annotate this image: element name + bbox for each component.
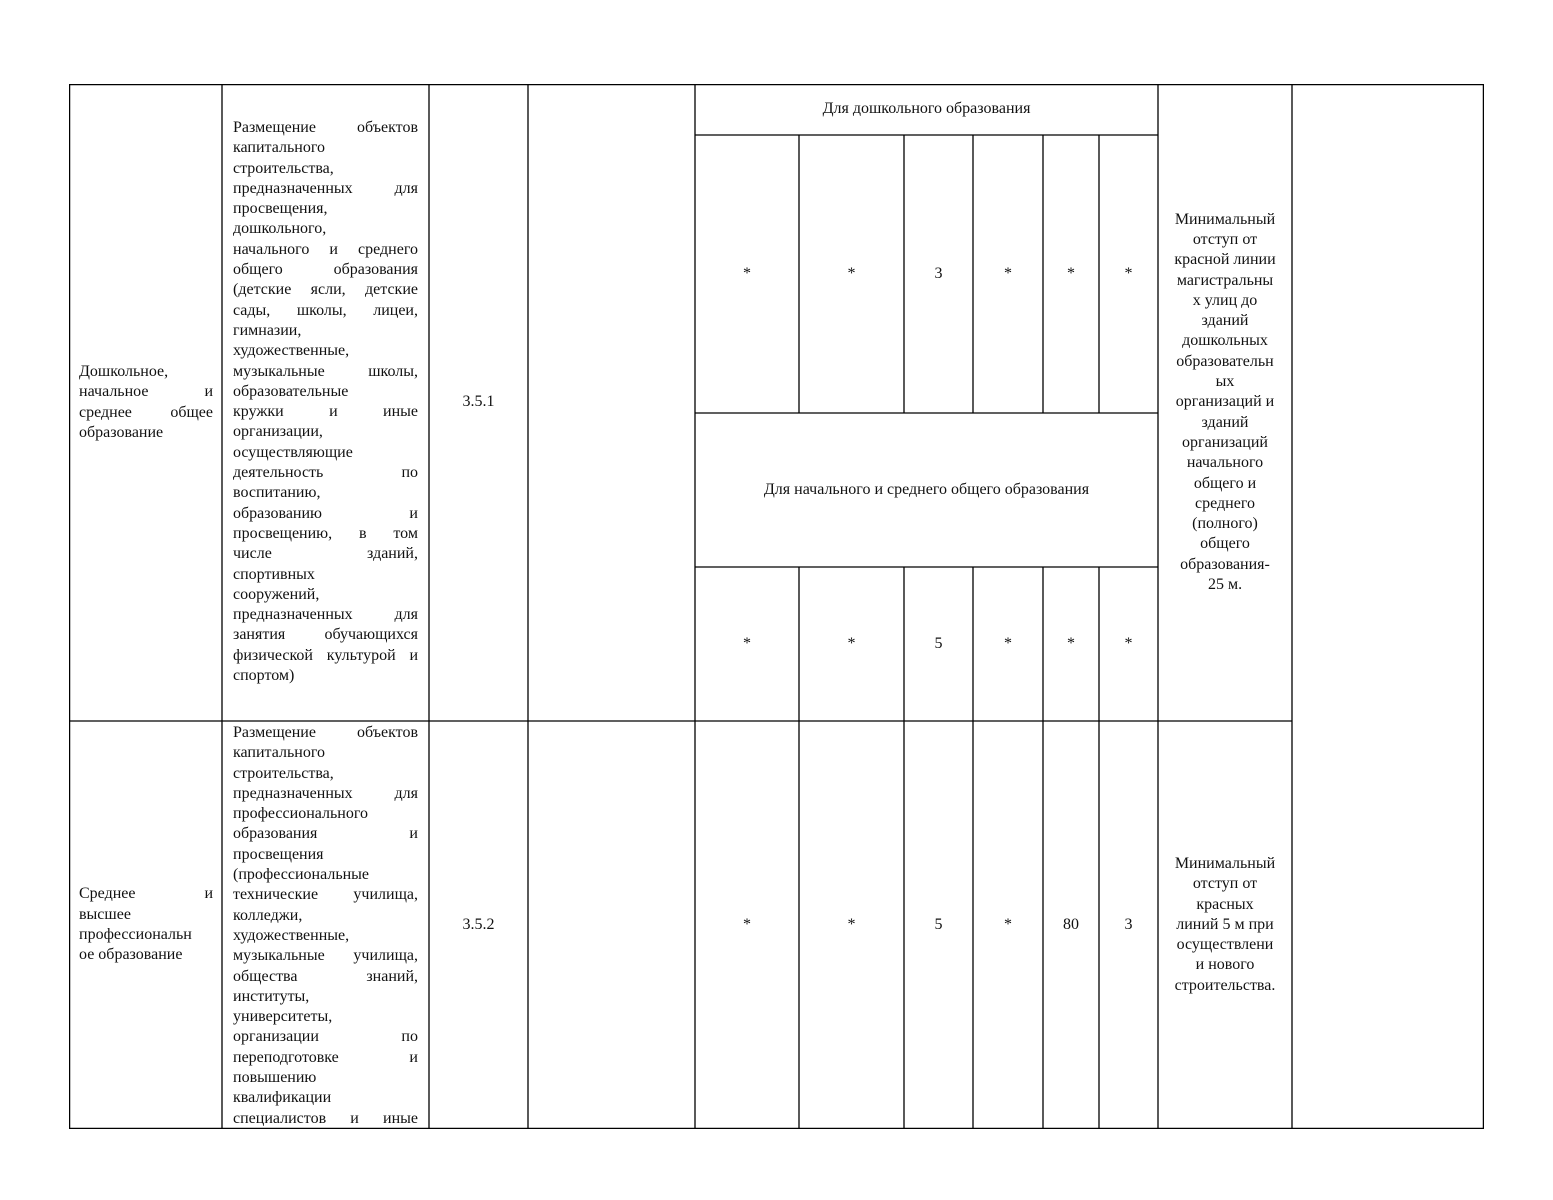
desc-line: общего образования: [233, 261, 418, 279]
subheader-preschool-text: Для дошкольного образования: [822, 100, 1031, 118]
desc-line: строительства,: [233, 159, 334, 177]
desc-line: специалистов и иные: [233, 1109, 418, 1127]
value-text: *: [847, 264, 856, 282]
note-line: красной линии: [1174, 251, 1276, 269]
note-line: и нового: [1195, 956, 1255, 974]
desc-line: образовательные: [233, 382, 349, 400]
desc-line: переподготовке и: [233, 1048, 418, 1066]
value-text: *: [1124, 264, 1133, 282]
desc-line: Размещение объектов: [233, 724, 418, 741]
desc-line: деятельность по: [233, 464, 418, 482]
desc-line: художественные,: [233, 926, 350, 944]
desc-line: просвещению, в том: [233, 524, 418, 542]
value-text: *: [1004, 264, 1012, 282]
desc-line: сады, школы, лицеи,: [233, 301, 418, 319]
row1-subheader-general: [695, 413, 1158, 567]
row2-name-cell: [79, 721, 213, 1129]
row1a-value-3: [904, 135, 973, 413]
value-text: *: [743, 915, 751, 933]
note-line: красных: [1196, 895, 1254, 913]
row1-note: [1158, 84, 1292, 721]
note-line: 25 м.: [1207, 576, 1243, 594]
desc-line: общества знаний,: [233, 967, 418, 985]
desc-line: организации по: [233, 1028, 418, 1046]
desc-line: сооружений,: [233, 585, 320, 603]
row1-description: [233, 118, 418, 686]
note-line: Минимальный: [1174, 854, 1276, 872]
note-line: магистральны: [1176, 271, 1274, 289]
row2-name-line: ое образование: [79, 946, 183, 964]
value-text: *: [1124, 634, 1133, 652]
row2-name-line: высшее: [79, 905, 131, 923]
desc-line: технические училища,: [233, 886, 418, 904]
row1-empty-cell: [528, 84, 695, 721]
note-line: х улиц до: [1192, 291, 1258, 309]
desc-line: спортом): [233, 667, 295, 685]
note-line: строительства.: [1174, 976, 1276, 994]
desc-line: образования и: [233, 825, 418, 843]
desc-line: просвещения: [233, 845, 324, 863]
empty-last-column: [1292, 84, 1484, 1129]
row2-value-2: [799, 721, 904, 1129]
note-line: общего и: [1193, 474, 1257, 492]
desc-line: предназначенных для: [233, 606, 418, 624]
note-line: организаций: [1182, 433, 1268, 451]
desc-line: кружки и иные: [233, 403, 418, 421]
row2-value-6: [1099, 721, 1158, 1129]
value-text: *: [1004, 634, 1012, 652]
row2-note: [1158, 721, 1292, 1129]
note-line: зданий: [1201, 413, 1249, 431]
desc-line: спортивных: [233, 565, 315, 583]
value-text: *: [1004, 915, 1012, 933]
row1-code: [429, 84, 528, 721]
desc-line: осуществляющие: [233, 443, 353, 461]
row1a-value-4: [973, 135, 1043, 413]
value-text: *: [847, 634, 856, 652]
desc-line: капитального: [233, 744, 325, 762]
value-text: *: [1067, 634, 1075, 652]
note-line: общего: [1200, 535, 1250, 553]
row1-code-text: 3.5.1: [462, 393, 495, 411]
desc-line: предназначенных для: [233, 179, 418, 197]
row1-name-line: среднее общее: [79, 403, 213, 421]
desc-line: дошкольного,: [233, 220, 327, 238]
desc-line: Размещение объектов: [233, 119, 418, 136]
row1-name-line: Дошкольное,: [79, 362, 169, 380]
row1b-value-6: [1099, 567, 1158, 721]
row2-value-3: [904, 721, 973, 1129]
row2-value-1: [695, 721, 799, 1129]
note-line: ых: [1215, 373, 1235, 391]
value-text: 5: [934, 915, 943, 933]
note-line: линий 5 м при: [1176, 915, 1274, 933]
value-text: 3: [1124, 915, 1133, 933]
desc-line: (профессиональные: [233, 866, 370, 884]
row2-code: [429, 721, 528, 1129]
note-line: дошкольных: [1182, 332, 1268, 350]
row1b-value-2: [799, 567, 904, 721]
row1a-value-1: [695, 135, 799, 413]
row1-name-line: начальное и: [79, 383, 213, 401]
row2-description: [233, 723, 418, 1129]
row1a-value-6: [1099, 135, 1158, 413]
desc-line: музыкальные школы,: [233, 362, 418, 380]
row2-name-line: Среднее и: [79, 885, 213, 903]
desc-line: профессионального: [233, 805, 369, 823]
desc-line: (детские ясли, детские: [233, 281, 418, 299]
desc-line: занятия обучающихся: [233, 626, 418, 644]
value-text: 3: [934, 264, 943, 282]
value-text: 80: [1063, 915, 1079, 933]
desc-line: гимназии,: [233, 321, 302, 339]
row2-empty-cell: [528, 721, 695, 1129]
desc-line: квалификации: [233, 1089, 332, 1107]
value-text: *: [743, 264, 751, 282]
desc-line: университеты,: [233, 1008, 333, 1026]
row2-value-4: [973, 721, 1043, 1129]
row1b-value-3: [904, 567, 973, 721]
value-text: 5: [934, 634, 943, 652]
row2-value-5: [1043, 721, 1099, 1129]
value-text: *: [1067, 264, 1075, 282]
note-line: зданий: [1201, 312, 1249, 330]
note-line: среднего: [1195, 494, 1255, 512]
desc-line: физической культурой и: [233, 646, 418, 664]
value-text: *: [847, 915, 856, 933]
row1-name-line: образование: [79, 423, 164, 441]
row1-subheader-preschool: [695, 84, 1158, 135]
note-line: отступ от: [1192, 875, 1258, 893]
desc-line: образованию и: [233, 504, 418, 522]
row2-code-text: 3.5.2: [462, 915, 495, 933]
row2-name-line: профессиональн: [79, 926, 192, 943]
row1b-value-5: [1043, 567, 1099, 721]
desc-line: числе зданий,: [233, 545, 418, 563]
desc-line: начального и среднего: [233, 240, 418, 258]
desc-line: просвещения,: [233, 200, 328, 218]
note-line: (полного): [1192, 515, 1258, 533]
note-line: Минимальный: [1174, 210, 1276, 228]
note-line: образования-: [1180, 555, 1270, 573]
desc-line: воспитанию,: [233, 484, 321, 502]
desc-line: музыкальные училища,: [233, 947, 418, 965]
note-line: осуществлени: [1176, 936, 1274, 954]
value-text: *: [743, 634, 751, 652]
row1b-value-1: [695, 567, 799, 721]
note-line: организаций и: [1175, 393, 1275, 411]
row1b-value-4: [973, 567, 1043, 721]
desc-line: строительства,: [233, 764, 334, 782]
note-line: отступ от: [1192, 230, 1258, 248]
row1a-value-2: [799, 135, 904, 413]
note-line: образовательн: [1176, 352, 1274, 370]
desc-line: колледжи,: [233, 906, 303, 924]
row1-name-cell: [79, 84, 213, 721]
note-line: начального: [1186, 454, 1264, 472]
desc-line: капитального: [233, 139, 325, 157]
desc-line: художественные,: [233, 342, 350, 360]
row1a-value-5: [1043, 135, 1099, 413]
subheader-general-text: Для начального и среднего общего образования: [763, 480, 1090, 498]
desc-line: институты,: [233, 987, 310, 1005]
desc-line: повышению: [233, 1069, 317, 1087]
land-use-table: [69, 84, 1484, 1129]
desc-line: предназначенных для: [233, 784, 418, 802]
desc-line: организации,: [233, 423, 323, 441]
